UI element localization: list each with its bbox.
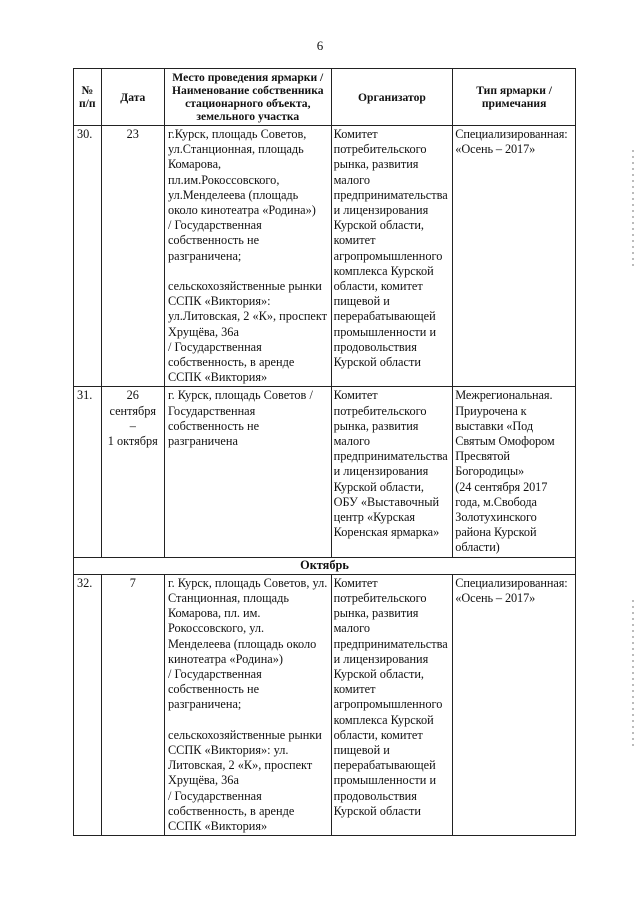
header-type: Тип ярмарки / примечания [453,69,576,126]
row-date: 23 [101,126,164,387]
row-type: Специализированная: «Осень – 2017» [453,126,576,387]
header-place: Место проведения ярмарки / Наименование собственника стационарного объекта, земельного участка [164,69,331,126]
row-place: г. Курск, площадь Советов / Государственная собственность не разграничена [164,387,331,557]
margin-scan-dots [632,600,634,750]
row-type: Специализированная: «Осень – 2017» [453,574,576,835]
row-date: 26 сентября – 1 октября [101,387,164,557]
month-separator-row [74,557,576,574]
row-num: 32. [74,574,102,835]
header-date: Дата [101,69,164,126]
row-type: Межрегиональная. Приурочена к выставки «Под Святым Омофором Пресвятой Богородицы» (24 сентября 2017 года, м.Свобода Золотухинского района Курской области) [453,387,576,557]
row-organizer: Комитет потребительского рынка, развития малого предпринимательства и лицензирования Курской области, комитет агропромышленного комплекса Курской области, комитет пищевой и перерабатывающей промышленности и продовольствия Курской области [331,574,453,835]
margin-scan-dots [632,150,634,270]
table-header [74,69,576,126]
row-organizer: Комитет потребительского рынка, развития малого предпринимательства и лицензирования Курской области, комитет агропромышленного комплекса Курской области, комитет пищевой и перерабатывающей промышленности и продовольствия Курской области [331,126,453,387]
page-number: 6 [316,38,324,53]
month-label: Октябрь [74,557,576,574]
row-organizer: Комитет потребительского рынка, развития малого предпринимательства и лицензирования Курской области, ОБУ «Выставочный центр «Курская Коренская ярмарка» [331,387,453,557]
header-organizer: Организатор [331,69,453,126]
fairs-table [73,68,576,836]
row-num: 31. [74,387,102,557]
table-row [74,387,576,557]
row-place: г. Курск, площадь Советов, ул. Станционная, площадь Комарова, пл. им. Рокоссовского, ул. Менделеева (площадь около кинотеатра «Родина») / Государственная собственность не разграничена; сельскохозяйственные рынки ССПК «Виктория»: ул. Литовская, 2 «К», проспект Хрущёва, 36а / Государственная собственность, в аренде ССПК «Виктория» [164,574,331,835]
table-row [74,574,576,835]
row-num: 30. [74,126,102,387]
row-date: 7 [101,574,164,835]
header-num: № п/п [74,69,102,126]
row-place: г.Курск, площадь Советов, ул.Станционная, площадь Комарова, пл.им.Рокоссовского, ул.Менделеева (площадь около кинотеатра «Родина») / Государственная собственность не разграничена; сельскохозяйственные рынки ССПК «Виктория»: ул.Литовская, 2 «К», проспект Хрущёва, 36а / Государственная собственность, в аренде ССПК «Виктория» [164,126,331,387]
table-row [74,126,576,387]
